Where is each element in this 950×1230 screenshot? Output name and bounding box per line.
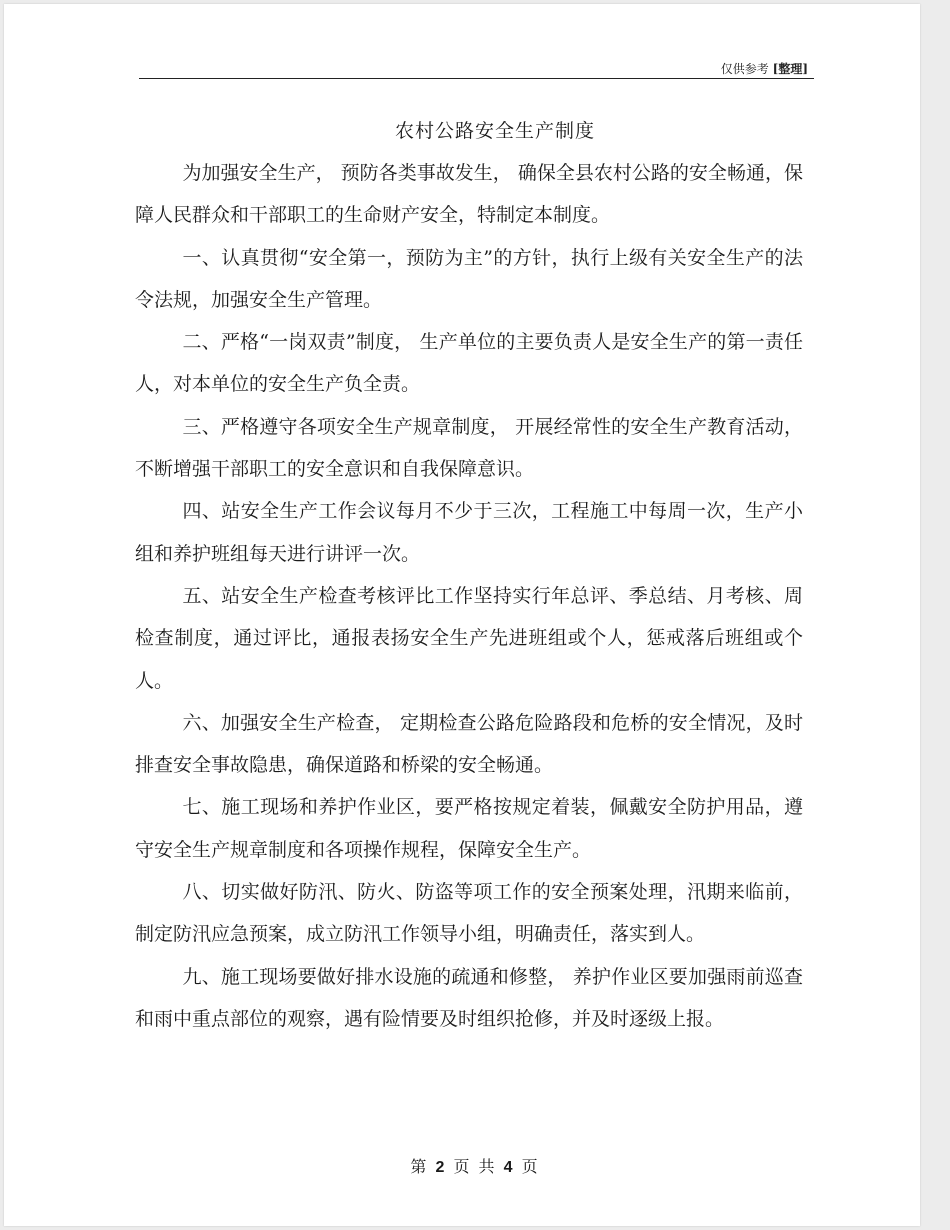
paragraph-3: 三、严格遵守各项安全生产规章制度， 开展经常性的安全生产教育活动，不断增强干部职工的安全意识和自我保障意识。 — [135, 415, 803, 481]
paragraph-intro: 为加强安全生产， 预防各类事故发生， 确保全县农村公路的安全畅通，保障人民群众和干部职工的生命财产安全，特制定本制度。 — [135, 162, 803, 227]
header-note — [4, 60, 808, 77]
paragraph-5: 五、站安全生产检查考核评比工作坚持实行年总评、季总结、月考核、周检查制度，通过评比，通报表扬安全生产先进班组或个人，惩戒落后班组或个人。 — [135, 584, 803, 692]
paragraph-8: 八、切实做好防汛、防火、防盗等项工作的安全预案处理，汛期来临前，制定防汛应急预案，成立防汛工作领导小组，明确责任，落实到人。 — [135, 881, 803, 946]
header-note-text: 仅供参考 — [720, 62, 769, 76]
paragraph-9: 九、施工现场要做好排水设施的疏通和修整， 养护作业区要加强雨前巡查和雨中重点部位的观察，遇有险情要及时组织抢修，并及时逐级上报。 — [135, 965, 803, 1030]
header-divider — [139, 78, 814, 79]
footer-current-page: 2 — [435, 1159, 447, 1176]
document-title: 农村公路安全生产制度 — [394, 120, 595, 142]
footer-prefix: 第 — [410, 1157, 429, 1176]
paragraph-2: 二、严格“一岗双责”制度， 生产单位的主要负责人是安全生产的第一责任人，对本单位的安全生产负全责。 — [135, 331, 803, 396]
paragraph-6: 六、加强安全生产检查， 定期检查公路危险路段和危桥的安全情况，及时排查安全事故隐患，确保道路和桥梁的安全畅通。 — [135, 711, 803, 777]
paragraph-1: 一、认真贯彻“安全第一，预防为主”的方针，执行上级有关安全生产的法令法规，加强安全生产管理。 — [135, 246, 803, 311]
footer-suffix: 页 — [521, 1157, 540, 1176]
paragraph-7: 七、施工现场和养护作业区，要严格按规定着装，佩戴安全防护用品，遵守安全生产规章制度和各项操作规程，保障安全生产。 — [135, 796, 803, 861]
header-note-tag: [整理] — [772, 62, 808, 76]
paragraph-4: 四、站安全生产工作会议每月不少于三次，工程施工中每周一次，生产小组和养护班组每天进行讲评一次。 — [135, 500, 803, 565]
page-footer — [0, 1154, 950, 1177]
document-body — [135, 152, 803, 1040]
footer-mid: 页 共 — [453, 1157, 497, 1176]
footer-total-pages: 4 — [503, 1159, 515, 1176]
